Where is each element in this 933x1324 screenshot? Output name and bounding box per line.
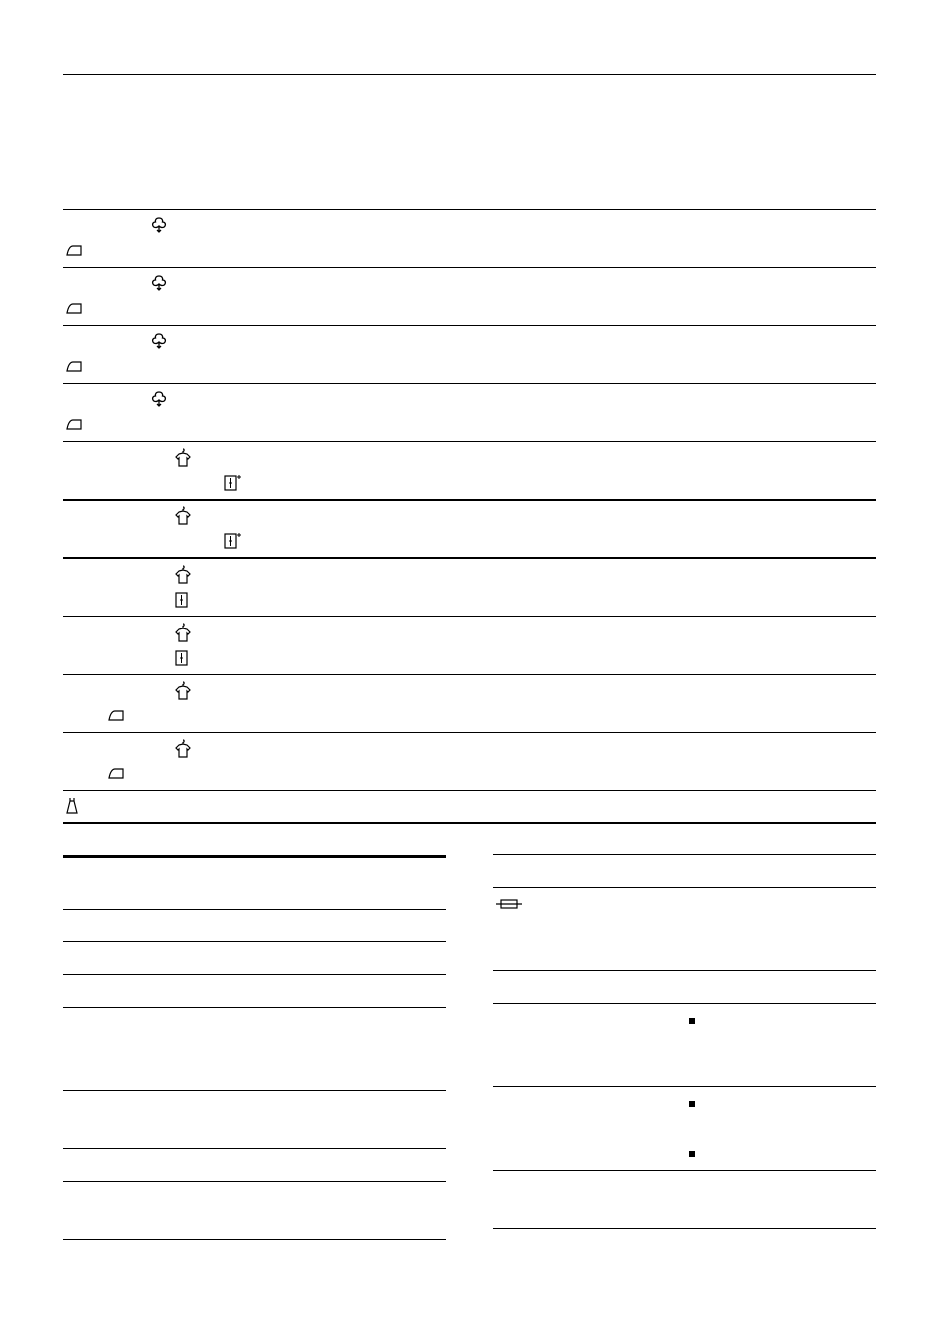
cupboard-sparkle-icon bbox=[223, 474, 243, 492]
row-divider bbox=[63, 499, 876, 501]
row-divider bbox=[493, 1170, 876, 1171]
list-bullet bbox=[689, 1018, 695, 1024]
iron-icon bbox=[107, 708, 125, 722]
row-divider bbox=[63, 267, 876, 268]
table-bottom-rule bbox=[63, 1239, 446, 1240]
table-top-rule bbox=[63, 74, 876, 75]
row-divider bbox=[63, 941, 446, 942]
cotton-icon bbox=[150, 274, 168, 292]
cotton-icon bbox=[150, 390, 168, 408]
row-divider bbox=[63, 325, 876, 326]
iron-icon bbox=[65, 417, 83, 431]
row-divider bbox=[493, 1003, 876, 1004]
row-divider bbox=[63, 1148, 446, 1149]
cotton-icon bbox=[150, 216, 168, 234]
iron-icon bbox=[65, 301, 83, 315]
shirt-hanger-icon bbox=[174, 681, 192, 701]
row-divider bbox=[63, 1007, 446, 1008]
table-bottom-rule bbox=[63, 822, 876, 824]
cotton-icon bbox=[150, 332, 168, 350]
row-divider bbox=[63, 441, 876, 442]
row-divider bbox=[63, 383, 876, 384]
row-divider bbox=[63, 616, 876, 617]
cupboard-icon bbox=[174, 649, 190, 667]
list-bullet bbox=[689, 1151, 695, 1157]
shirt-hanger-icon bbox=[174, 623, 192, 643]
row-divider bbox=[63, 1181, 446, 1182]
shirt-hanger-icon bbox=[174, 506, 192, 526]
row-divider bbox=[63, 909, 446, 910]
row-divider bbox=[63, 557, 876, 559]
row-divider bbox=[63, 974, 446, 975]
iron-icon bbox=[65, 359, 83, 373]
table-bottom-rule bbox=[493, 1228, 876, 1229]
shirt-hanger-icon bbox=[174, 565, 192, 585]
row-divider bbox=[493, 970, 876, 971]
row-divider bbox=[493, 887, 876, 888]
row-divider bbox=[63, 790, 876, 791]
row-divider bbox=[63, 1090, 446, 1091]
table-top-rule bbox=[63, 855, 446, 858]
dress-icon bbox=[65, 797, 79, 815]
shirt-hanger-icon bbox=[174, 448, 192, 468]
row-divider bbox=[493, 1086, 876, 1087]
shirt-hanger-icon bbox=[174, 739, 192, 759]
list-bullet bbox=[689, 1101, 695, 1107]
iron-icon bbox=[65, 243, 83, 257]
cupboard-sparkle-icon bbox=[223, 532, 243, 550]
row-divider bbox=[63, 674, 876, 675]
row-divider bbox=[493, 854, 876, 855]
row-divider bbox=[63, 209, 876, 210]
cupboard-icon bbox=[174, 591, 190, 609]
fuse-icon bbox=[496, 898, 522, 910]
iron-icon bbox=[107, 766, 125, 780]
row-divider bbox=[63, 732, 876, 733]
